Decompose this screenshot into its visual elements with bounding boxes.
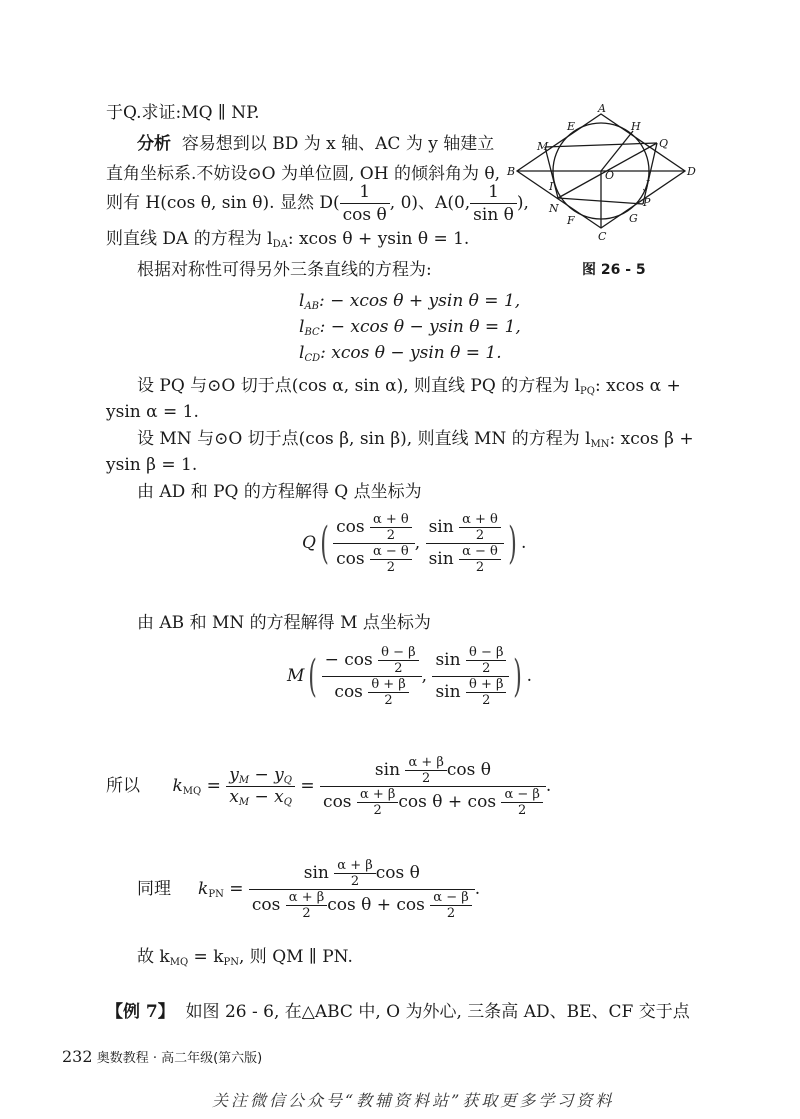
- page-number: 232: [62, 1047, 93, 1066]
- text-line: 由 AB 和 MN 的方程解得 M 点坐标为: [137, 613, 431, 633]
- equation: : − xcos θ − ysin θ = 1,: [319, 317, 521, 337]
- text-line: [137, 375, 681, 403]
- denominator: sin $\frac{\theta + \beta}{2}$: [432, 676, 509, 708]
- label-p: P: [643, 196, 651, 209]
- numerator: 1: [488, 182, 499, 202]
- text-line: 于Q.求证:MQ ∥ NP.: [106, 103, 260, 123]
- same-label: 同理: [137, 879, 171, 899]
- numerator: − cos $\frac{\theta - \beta}{2}$: [322, 645, 422, 676]
- numerator: sin $\frac{\alpha + \theta}{2}$: [426, 512, 504, 543]
- text-line: [106, 228, 469, 256]
- label-o: O: [605, 169, 615, 182]
- label-i: I: [549, 180, 554, 193]
- geometry-figure: [505, 100, 705, 270]
- figure-caption: 图 26 - 5: [582, 262, 646, 278]
- q-coordinates: Q( cos $\frac{\alpha + \theta}{2}$ cos $\frac{\alpha - \theta}{2}$ , sin $\frac{\alpha + \theta}{2}$ sin $\frac{\alpha - \theta}{2}$ ) .: [302, 512, 527, 575]
- l: l: [299, 291, 305, 311]
- equation-cd: [299, 342, 502, 370]
- page-footer: [62, 1047, 262, 1066]
- m-coordinates: M( − cos $\frac{\theta - \beta}{2}$ cos $\frac{\theta + \beta}{2}$ , sin $\frac{\theta - \beta}{2}$ sin $\frac{\theta + \beta}{2}$ ) .: [287, 645, 533, 708]
- subscript: CD: [304, 353, 321, 364]
- fraction: [322, 645, 422, 708]
- point-m: M: [287, 666, 305, 686]
- text: 则直线 DA 的方程为 l: [106, 229, 273, 249]
- label-q: Q: [659, 137, 669, 150]
- example-text: 如图 26 - 6, 在△ABC 中, O 为外心, 三条高 AD、BE、CF 交于点: [185, 1002, 690, 1022]
- text-line: [137, 428, 694, 456]
- text: : xcos α +: [594, 376, 681, 396]
- numerator: 1: [359, 182, 371, 202]
- label-f: F: [567, 214, 575, 227]
- text: : xcos θ + ysin θ = 1.: [287, 229, 470, 249]
- fraction: [426, 512, 504, 575]
- label-d: D: [687, 165, 696, 178]
- analysis-label: 分析: [137, 134, 171, 154]
- label-h: H: [631, 120, 641, 133]
- equation: : xcos θ − ysin θ = 1.: [320, 343, 502, 363]
- text: 设 PQ 与⊙O 切于点(cos α, sin α), 则直线 PQ 的方程为 l: [137, 376, 581, 396]
- denominator: sin $\frac{\alpha - \theta}{2}$: [426, 543, 504, 575]
- example-line: [106, 1001, 690, 1023]
- text-line: 由 AD 和 PQ 的方程解得 Q 点坐标为: [137, 482, 422, 502]
- watermark: 关注微信公众号“教辅资料站”获取更多学习资料: [212, 1091, 615, 1110]
- l: l: [299, 343, 305, 363]
- label-j: J: [645, 178, 650, 191]
- fraction: [333, 512, 415, 575]
- subscript: PQ: [580, 386, 595, 397]
- denominator: sin θ: [470, 203, 517, 226]
- label-a: A: [598, 102, 606, 115]
- text: 设 MN 与⊙O 切于点(cos β, sin β), 则直线 MN 的方程为 l: [137, 429, 591, 449]
- subscript: AB: [304, 301, 320, 312]
- numerator: sin $\frac{\theta - \beta}{2}$: [432, 645, 509, 676]
- slope-value-fraction: sin $\frac{\alpha + \beta}{2}$ cos θ cos $\frac{\alpha + \beta}{2}$ cos θ + cos $\frac{\alpha - \beta}{2}$: [249, 858, 475, 921]
- subscript: MN: [590, 439, 610, 450]
- text-line-coordinates: [106, 181, 529, 226]
- subscript: BC: [304, 327, 320, 338]
- kpn-equation: 同理 $k_{PN}$ = sin $\frac{\alpha + \beta}{2}$ cos θ cos $\frac{\alpha + \beta}{2}$ cos θ + cos $\frac{\alpha - \beta}{2}$ .: [137, 858, 481, 921]
- numerator: cos $\frac{\alpha + \theta}{2}$: [333, 512, 415, 543]
- equation-ab: [299, 290, 520, 318]
- slope-fraction: $\frac{y_M - y_Q}{x_M - x_Q}$: [226, 765, 295, 808]
- text-line: ysin α = 1.: [106, 402, 199, 422]
- text: 则有 H(cos θ, sin θ). 显然 D(: [106, 193, 340, 213]
- text-line: 直角坐标系.不妨设⊙O 为单位圆, OH 的倾斜角为 θ,: [106, 164, 501, 184]
- l: l: [299, 317, 305, 337]
- so-label: 所以: [106, 776, 140, 796]
- denominator: cos θ: [340, 203, 390, 226]
- label-c: C: [598, 230, 607, 243]
- text: ),: [516, 193, 529, 213]
- text: , 0)、A(0,: [389, 193, 471, 213]
- label-e: E: [567, 120, 576, 133]
- label-g: G: [629, 212, 638, 225]
- example-label: 【例 7】: [106, 1002, 175, 1022]
- subscript: DA: [272, 239, 288, 250]
- slope-value-fraction: sin $\frac{\alpha + \beta}{2}$ cos θ cos $\frac{\alpha + \beta}{2}$ cos θ + cos $\frac{\alpha - \beta}{2}$: [320, 755, 546, 818]
- label-n: N: [549, 202, 559, 215]
- fraction: [340, 181, 390, 226]
- kmq-equation: 所以 $k_{MQ}$ = $\frac{y_M - y_Q}{x_M - x_Q}$ = sin $\frac{\alpha + \beta}{2}$ cos θ cos $\frac{\alpha + \beta}{2}$ cos θ + cos $\frac{\alpha - \beta}{2}$ .: [106, 755, 552, 818]
- book-title: 奥数教程 · 高二年级(第六版): [96, 1051, 263, 1066]
- point-q: Q: [302, 533, 316, 553]
- text: : xcos β +: [609, 429, 694, 449]
- label-m: M: [537, 140, 549, 153]
- equation: : − xcos θ + ysin θ = 1,: [319, 291, 521, 311]
- text-line: 容易想到以 BD 为 x 轴、AC 为 y 轴建立: [181, 134, 495, 154]
- denominator: cos $\frac{\alpha - \theta}{2}$: [333, 543, 415, 575]
- analysis-line: [137, 133, 494, 155]
- text-line: ysin β = 1.: [106, 455, 198, 475]
- text-line: 根据对称性可得另外三条直线的方程为:: [137, 260, 432, 280]
- equation-bc: [299, 316, 521, 344]
- fraction: [432, 645, 509, 708]
- conclusion-line: 故 $k_{MQ} = k_{PN}$, 则 QM ∥ PN.: [137, 947, 353, 968]
- denominator: cos $\frac{\theta + \beta}{2}$: [322, 676, 422, 708]
- label-b: B: [507, 165, 516, 178]
